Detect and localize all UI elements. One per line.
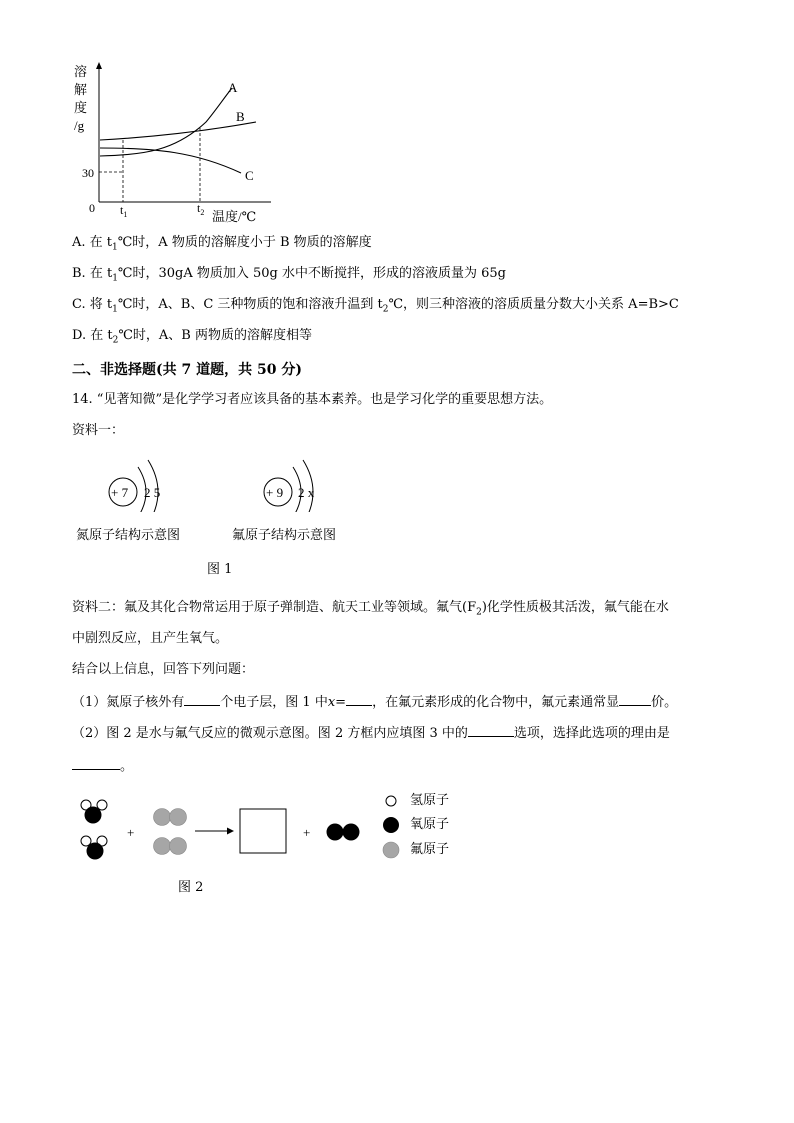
solubility-graph-svg bbox=[66, 60, 276, 226]
product-answer-box[interactable] bbox=[240, 809, 286, 853]
sq1-text-b: 个电子层，图 1 中 bbox=[220, 695, 328, 710]
option-c-mid: ℃时，A、B、C 三种物质的饱和溶液升温到 t bbox=[117, 297, 383, 312]
solubility-graph bbox=[66, 60, 276, 226]
water-1-hydrogen-right bbox=[97, 800, 107, 810]
sq2-blank-reason[interactable] bbox=[72, 757, 120, 770]
fluorine-caption: 氟原子结构示意图 bbox=[232, 528, 337, 543]
t1-letter: t bbox=[120, 203, 124, 217]
option-a bbox=[72, 235, 372, 256]
legend-hydrogen-label: 氢原子 bbox=[410, 793, 450, 808]
option-a-prefix: A. 在 t bbox=[72, 235, 113, 250]
sq1-text-c: = bbox=[335, 695, 347, 710]
material-1-label: 资料一： bbox=[72, 423, 125, 438]
ylabel-char-4: /g bbox=[74, 118, 85, 133]
ylabel-char-2: 解 bbox=[74, 82, 88, 97]
option-d-sub: 2 bbox=[112, 335, 119, 346]
atom-diagrams bbox=[72, 452, 372, 512]
option-d-prefix: D. 在 t bbox=[72, 328, 113, 343]
t2-letter: t bbox=[197, 201, 201, 215]
sq1-text-e: 价。 bbox=[651, 695, 678, 710]
material-2-line-1 bbox=[72, 600, 669, 621]
option-a-sub: 1 bbox=[112, 242, 118, 253]
q14-stem: 14. “见著知微”是化学学习者应该具备的基本素养。也是学习化学的重要思想方法。 bbox=[72, 392, 553, 407]
figure-1-caption: 图 1 bbox=[207, 562, 233, 577]
option-b-rest: ℃时，30gA 物质加入 50g 水中不断搅拌，形成的溶液质量为 65g bbox=[117, 266, 506, 281]
option-d-rest: ℃时，A、B 两物质的溶解度相等 bbox=[118, 328, 312, 343]
sub-question-2-line-2 bbox=[72, 757, 133, 775]
o2-atom-right bbox=[343, 824, 360, 841]
reaction-arrow-head bbox=[227, 828, 234, 835]
curve-label-a: A bbox=[228, 80, 238, 95]
curve-a bbox=[100, 88, 232, 156]
section-title: 二、非选择题(共 7 道题，共 50 分) bbox=[72, 362, 302, 378]
legend-fluorine-icon bbox=[383, 842, 399, 858]
sq2-end: 。 bbox=[120, 759, 134, 774]
plus-sign-1: + bbox=[127, 825, 135, 840]
material-2-line-2: 中剧烈反应，且产生氧气。 bbox=[72, 631, 229, 646]
option-c-sub2: 2 bbox=[382, 304, 389, 315]
option-c-sub: 1 bbox=[112, 304, 118, 315]
legend-fluorine-label: 氟原子 bbox=[410, 842, 450, 857]
legend-oxygen-icon bbox=[383, 817, 399, 833]
sq1-x: x bbox=[327, 695, 336, 710]
curve-label-c: C bbox=[245, 168, 254, 183]
sq1-blank-layers[interactable] bbox=[184, 693, 220, 706]
x-tick-t1 bbox=[120, 203, 127, 219]
sq1-blank-x[interactable] bbox=[346, 693, 372, 706]
sq2-text-b: 选项，选择此选项的理由是 bbox=[513, 726, 670, 741]
combine-prompt: 结合以上信息，回答下列问题： bbox=[72, 662, 255, 677]
water-1-oxygen bbox=[85, 807, 102, 824]
option-c bbox=[72, 297, 679, 318]
sub-question-1 bbox=[72, 693, 677, 711]
option-b-prefix: B. 在 t bbox=[72, 266, 113, 281]
sq2-text-a: （2）图 2 是水与氟气反应的微观示意图。图 2 方框内应填图 3 中的 bbox=[72, 726, 468, 741]
curve-b bbox=[100, 122, 256, 140]
water-2-hydrogen-left bbox=[81, 836, 91, 846]
y-axis-arrow bbox=[96, 62, 102, 69]
figure-2-caption: 图 2 bbox=[178, 880, 204, 895]
origin-label: 0 bbox=[89, 201, 95, 215]
f2-1-atom-left bbox=[154, 809, 171, 826]
curve-label-b: B bbox=[236, 109, 245, 124]
reaction-diagram bbox=[72, 795, 382, 865]
ylabel-char-3: 度 bbox=[74, 100, 88, 115]
t1-sub: 1 bbox=[123, 210, 128, 219]
sq1-text-a: （1）氮原子核外有 bbox=[72, 695, 185, 710]
option-a-rest: ℃时，A 物质的溶解度小于 B 物质的溶解度 bbox=[117, 235, 372, 250]
legend-hydrogen-icon bbox=[386, 796, 396, 806]
option-b-sub: 1 bbox=[112, 273, 118, 284]
reaction-diagram-svg bbox=[72, 795, 382, 865]
material-2-line-1-a: 资料二：氟及其化合物常运用于原子弹制造、航天工业等领域。氟气(F bbox=[72, 600, 477, 615]
ylabel-char-1: 溶 bbox=[74, 64, 88, 79]
x-tick-t2 bbox=[197, 201, 204, 217]
sub-question-2 bbox=[72, 724, 670, 742]
f2-2-atom-right bbox=[170, 838, 187, 855]
fluorine-electrons: 2 x bbox=[298, 485, 315, 500]
x-axis-label: 温度/℃ bbox=[212, 209, 257, 224]
y-tick-30: 30 bbox=[82, 166, 94, 180]
nitrogen-nucleus-charge: + 7 bbox=[111, 485, 129, 500]
atom-diagrams-svg bbox=[72, 452, 372, 512]
plus-sign-2: + bbox=[303, 825, 311, 840]
sq2-blank-option[interactable] bbox=[468, 724, 514, 737]
sq1-blank-valence[interactable] bbox=[619, 693, 651, 706]
option-c-rest: ℃，则三种溶液的溶质质量分数大小关系 A=B>C bbox=[388, 297, 679, 312]
option-b bbox=[72, 266, 506, 287]
curve-c bbox=[100, 148, 241, 173]
nitrogen-electrons: 2 5 bbox=[144, 485, 161, 500]
material-2-f2-sub: 2 bbox=[476, 607, 482, 618]
legend-symbols-svg bbox=[382, 792, 412, 860]
t2-sub: 2 bbox=[200, 208, 205, 217]
f2-2-atom-left bbox=[154, 838, 171, 855]
o2-atom-left bbox=[327, 824, 344, 841]
atom-legend bbox=[382, 792, 472, 860]
nitrogen-caption: 氮原子结构示意图 bbox=[76, 528, 181, 543]
legend-oxygen-label: 氧原子 bbox=[410, 817, 450, 832]
water-2-oxygen bbox=[87, 843, 104, 860]
option-c-prefix: C. 将 t bbox=[72, 297, 113, 312]
option-d bbox=[72, 328, 312, 349]
sq1-text-d: ，在氟元素形成的化合物中，氟元素通常显 bbox=[372, 695, 620, 710]
fluorine-nucleus-charge: + 9 bbox=[266, 485, 284, 500]
material-2-line-1-b: )化学性质极其活泼，氟气能在水 bbox=[481, 600, 669, 615]
f2-1-atom-right bbox=[170, 809, 187, 826]
